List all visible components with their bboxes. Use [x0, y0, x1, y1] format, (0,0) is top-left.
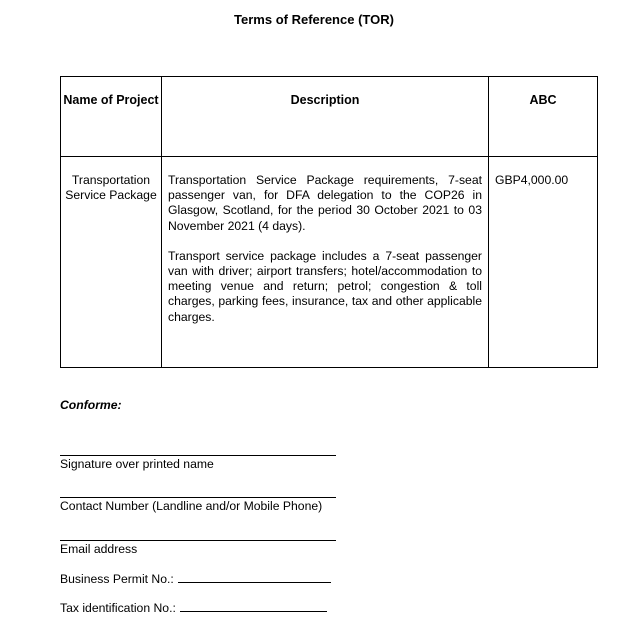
contact-number-line[interactable] — [60, 497, 336, 498]
contact-number-label: Contact Number (Landline and/or Mobile Phone) — [60, 499, 323, 513]
header-name-of-project: Name of Project — [61, 77, 162, 157]
conforme-heading: Conforme: — [60, 398, 122, 412]
email-label: Email address — [60, 542, 138, 556]
business-permit-blank[interactable] — [178, 570, 331, 583]
email-line[interactable] — [60, 540, 336, 541]
tin-label: Tax identification No.: — [60, 601, 176, 615]
table-row — [61, 157, 598, 368]
business-permit-field — [60, 570, 331, 586]
signature-line[interactable] — [60, 455, 336, 456]
table-header-row — [61, 77, 598, 157]
tor-table — [60, 76, 598, 368]
project-name-cell: Transportation Service Package — [61, 157, 162, 368]
description-cell — [162, 157, 489, 368]
abc-amount-cell: GBP4,000.00 — [489, 157, 598, 368]
document-title: Terms of Reference (TOR) — [234, 12, 394, 27]
business-permit-label: Business Permit No.: — [60, 572, 174, 586]
description-paragraph-2: Transport service package includes a 7-seat passenger van with driver; airport transfers; hotel/accommodation to meeting venue and return; petrol; congestion & toll charges, parking fees, insurance, tax and other applicable charges. — [168, 248, 482, 324]
signature-label: Signature over printed name — [60, 457, 214, 471]
tin-field — [60, 599, 327, 615]
header-description: Description — [162, 77, 489, 157]
header-abc: ABC — [489, 77, 598, 157]
tin-blank[interactable] — [180, 599, 327, 612]
description-paragraph-1: Transportation Service Package requirements, 7-seat passenger van, for DFA delegation to the COP26 in Glasgow, Scotland, for the period 30 October 2021 to 03 November 2021 (4 days). — [168, 173, 482, 233]
